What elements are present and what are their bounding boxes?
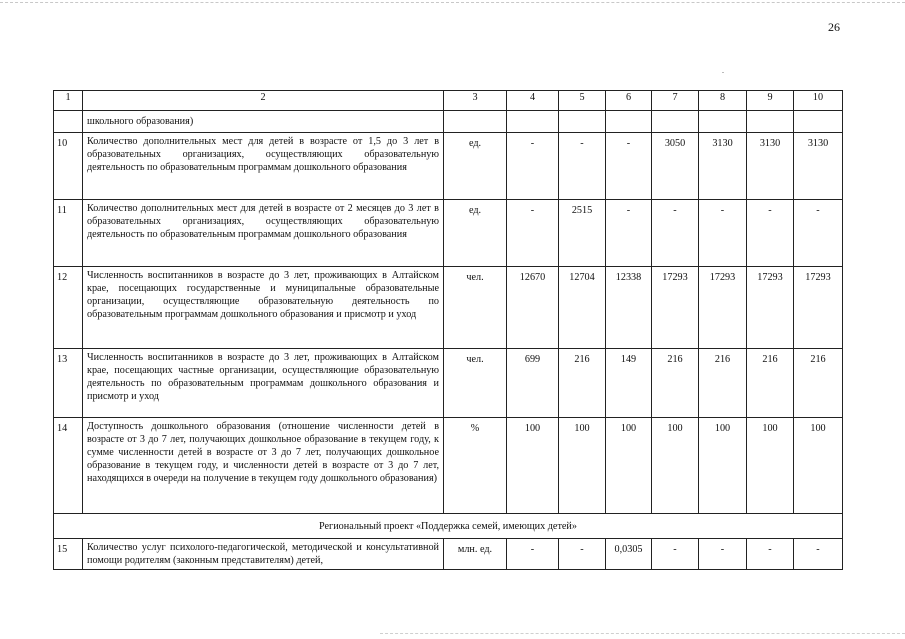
row-value: 17293 <box>794 267 843 349</box>
row-value: 2515 <box>559 200 606 267</box>
row-value: 216 <box>652 349 699 418</box>
row-number: 14 <box>54 418 83 514</box>
row-value: 17293 <box>652 267 699 349</box>
row-value: 100 <box>699 418 747 514</box>
row-value: 12704 <box>559 267 606 349</box>
row-value: - <box>606 133 652 200</box>
row-value: 100 <box>559 418 606 514</box>
scan-speck <box>722 72 724 73</box>
row-value: - <box>507 539 559 570</box>
empty-cell <box>507 111 559 133</box>
row-value: - <box>747 200 794 267</box>
indicators-table <box>53 90 843 570</box>
row-value: 100 <box>606 418 652 514</box>
row-value: 3050 <box>652 133 699 200</box>
row-description: Количество дополнительных мест для детей в возрасте от 2 месяцев до 3 лет в образовательных организациях, осуществляющих образовательную деятельность по образовательным программам дошкольного образования <box>83 200 444 267</box>
header-cell-4: 4 <box>507 91 559 111</box>
table-row <box>54 418 843 514</box>
header-cell-3: 3 <box>444 91 507 111</box>
row-value: 12670 <box>507 267 559 349</box>
row-value: 17293 <box>699 267 747 349</box>
continuation-num-cell <box>54 111 83 133</box>
header-cell-10: 10 <box>794 91 843 111</box>
scan-edge-top <box>0 2 905 3</box>
header-row <box>54 91 843 111</box>
row-unit: млн. ед. <box>444 539 507 570</box>
row-value: 100 <box>747 418 794 514</box>
row-number: 13 <box>54 349 83 418</box>
empty-cell <box>606 111 652 133</box>
header-cell-2: 2 <box>83 91 444 111</box>
row-value: - <box>794 200 843 267</box>
continuation-text: школьного образования) <box>83 111 444 133</box>
row-value: 3130 <box>699 133 747 200</box>
row-value: - <box>559 133 606 200</box>
row-value: 699 <box>507 349 559 418</box>
row-number: 12 <box>54 267 83 349</box>
row-value: 216 <box>747 349 794 418</box>
row-description: Численность воспитанников в возрасте до 3 лет, проживающих в Алтайском крае, посещающих государственные и муниципальные образовательные организации, осуществляющие образовательную деятельность по образовательным программам дошкольного образования и присмотр и уход <box>83 267 444 349</box>
empty-cell <box>444 111 507 133</box>
row-value: 216 <box>794 349 843 418</box>
row-value: 3130 <box>747 133 794 200</box>
row-value: - <box>652 539 699 570</box>
row-value: - <box>699 200 747 267</box>
empty-cell <box>699 111 747 133</box>
empty-cell <box>559 111 606 133</box>
row-value: - <box>794 539 843 570</box>
table-row <box>54 133 843 200</box>
row-value: - <box>507 133 559 200</box>
row-description: Количество дополнительных мест для детей в возрасте от 1,5 до 3 лет в образовательных организациях, осуществляющих образовательную деятельность по образовательным программам дошкольного образования <box>83 133 444 200</box>
table-row <box>54 539 843 570</box>
row-value: - <box>699 539 747 570</box>
header-cell-9: 9 <box>747 91 794 111</box>
row-value: 100 <box>507 418 559 514</box>
continuation-row <box>54 111 843 133</box>
row-value: 100 <box>794 418 843 514</box>
row-value: - <box>606 200 652 267</box>
row-value: 216 <box>559 349 606 418</box>
row-value: 3130 <box>794 133 843 200</box>
row-unit: ед. <box>444 200 507 267</box>
row-description: Численность воспитанников в возрасте до 3 лет, проживающих в Алтайском крае, посещающих частные организации, осуществляющие образовательную деятельность по образовательным программам дошкольного образования и присмотр и уход <box>83 349 444 418</box>
header-cell-1: 1 <box>54 91 83 111</box>
row-value: 100 <box>652 418 699 514</box>
page-number: 26 <box>828 20 840 34</box>
header-cell-7: 7 <box>652 91 699 111</box>
empty-cell <box>747 111 794 133</box>
section-row <box>54 514 843 539</box>
row-value: 17293 <box>747 267 794 349</box>
row-unit: чел. <box>444 267 507 349</box>
row-unit: % <box>444 418 507 514</box>
empty-cell <box>794 111 843 133</box>
row-number: 15 <box>54 539 83 570</box>
row-value: - <box>652 200 699 267</box>
empty-cell <box>652 111 699 133</box>
table-row <box>54 200 843 267</box>
table-row <box>54 349 843 418</box>
row-unit: ед. <box>444 133 507 200</box>
scan-edge-bottom <box>380 633 905 634</box>
header-cell-5: 5 <box>559 91 606 111</box>
header-cell-8: 8 <box>699 91 747 111</box>
row-value: 149 <box>606 349 652 418</box>
row-value: - <box>507 200 559 267</box>
header-cell-6: 6 <box>606 91 652 111</box>
row-value: 12338 <box>606 267 652 349</box>
table-row <box>54 267 843 349</box>
row-number: 10 <box>54 133 83 200</box>
row-unit: чел. <box>444 349 507 418</box>
row-value: - <box>559 539 606 570</box>
row-description: Количество услуг психолого-педагогической, методической и консультативной помощи родителям (законным представителям) детей, <box>83 539 444 570</box>
row-description: Доступность дошкольного образования (отношение численности детей в возрасте от 3 до 7 лет, получающих дошкольное образование в текущем году, к сумме численности детей в возрасте от 3 до 7 лет, получающих дошкольное образование в текущем году, и численности детей в возрасте от 3 до 7 лет, находящихся в очереди на получение в текущем году дошкольного образования) <box>83 418 444 514</box>
row-value: - <box>747 539 794 570</box>
row-value: 0,0305 <box>606 539 652 570</box>
row-value: 216 <box>699 349 747 418</box>
row-number: 11 <box>54 200 83 267</box>
section-title: Региональный проект «Поддержка семей, имеющих детей» <box>54 514 843 539</box>
